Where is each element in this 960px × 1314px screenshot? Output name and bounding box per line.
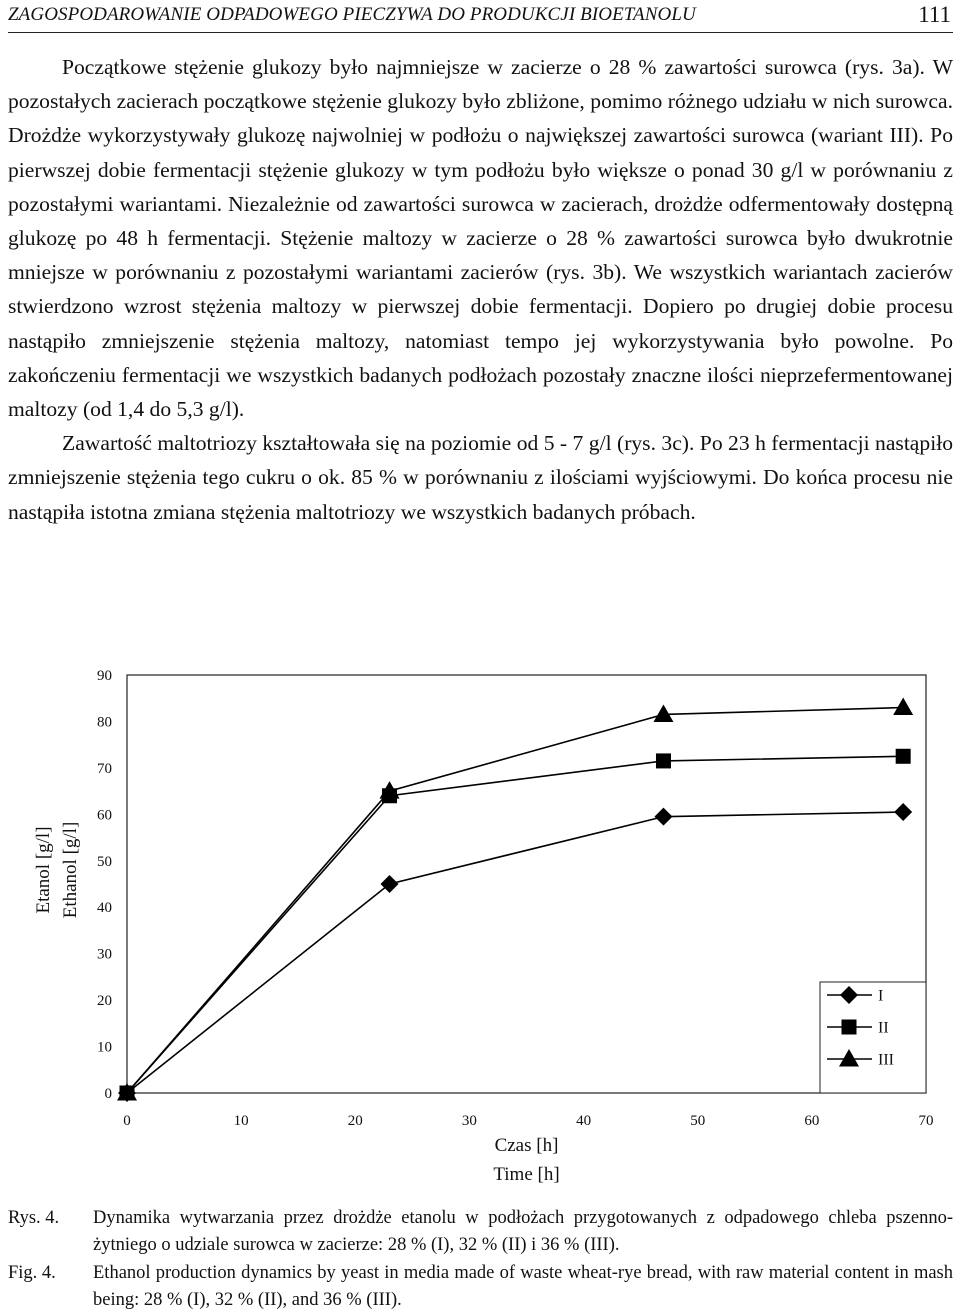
x-axis-label: Time [h] [493,1164,560,1185]
x-tick-label: 0 [123,1113,131,1129]
caption-pl-label: Rys. 4. [8,1208,60,1228]
y-axis-label: Ethanol [g/l] [60,821,81,919]
x-tick-label: 10 [233,1113,249,1129]
y-tick-label: 70 [97,760,112,777]
y-tick-label: 10 [97,1039,112,1056]
chart-svg [0,655,960,1195]
y-tick-label: 60 [97,807,112,824]
running-title: ZAGOSPODAROWANIE ODPADOWEGO PIECZYWA DO PRODUKCJI BIOETANOLU [8,4,696,25]
data-point-II [896,749,911,764]
y-tick-label: 30 [97,946,112,963]
legend-label: II [878,1019,889,1037]
page-number: 111 [918,2,951,27]
body-text [8,50,953,529]
running-header [8,2,953,33]
series-line-III [127,708,903,1093]
x-axis-label: Czas [h] [494,1135,559,1156]
paragraph: Początkowe stężenie glukozy było najmniejsze w zacierze o 28 % zawartości surowca (rys. 3a). W pozostałych zacierach początkowe stężenie glukozy było zbliżone, pomimo różnego udziału w nich surowca. Drożdże wykorzystywały glukozę najwolniej w podłożu o największej zawartości surowca (wariant III). Po pierwszej dobie fermentacji stężenie glukozy w tym podłożu było większe o ponad 30 g/l w porównaniu z pozostałymi wariantami. Niezależnie od zawartości surowca w zacierach, drożdże odfermentowały dostępną glukozę po 48 h fermentacji. Stężenie maltozy w zacierze o 28 % zawartości surowca było dwukrotnie mniejsze w porównaniu z pozostałymi wariantami zacierów (rys. 3b). We wszystkich wariantach zacierów stwierdzono wzrost stężenia maltozy w pierwszej dobie fermentacji. Dopiero po drugiej dobie procesu nastąpiło zmniejszenie stężenia maltozy, natomiast tempo jej wykorzystywania było powolne. Po zakończeniu fermentacji we wszystkich badanych podłożach pozostały znaczne ilości nieprzefermentowanej maltozy (od 1,4 do 5,3 g/l). [8,55,953,422]
x-tick-label: 70 [918,1113,934,1129]
caption-pl-text: Dynamika wytwarzania przez drożdże etanolu w podłożach przygotowanych z odpadowego chleba pszenno-żytniego o udziale surowca w zacierze: 28 % (I), 32 % (II) i 36 % (III). [93,1208,953,1255]
series-line-I [127,812,903,1093]
x-tick-label: 50 [690,1113,706,1129]
y-tick-label: 20 [97,993,112,1010]
y-tick-label: 0 [104,1086,112,1102]
data-point-III [653,704,673,722]
series-line-II [127,756,903,1093]
legend-box [820,982,926,1093]
ethanol-chart [0,655,960,1195]
x-tick-label: 40 [576,1113,592,1129]
x-tick-label: 30 [461,1113,477,1129]
caption-en-label: Fig. 4. [8,1263,56,1283]
x-tick-label: 60 [804,1113,820,1129]
paragraph: Zawartość maltotriozy kształtowała się na poziomie od 5 - 7 g/l (rys. 3c). Po 23 h fermentacji nastąpiło zmniejszenie stężenia tego cukru o ok. 85 % w porównaniu z ilościami wyjściowymi. Do końca procesu nie nastąpiła istotna zmiana stężenia maltotriozy we wszystkich badanych próbach. [8,431,953,524]
caption-en-text: Ethanol production dynamics by yeast in media made of waste wheat-rye bread, with raw material content in mash being: 28 % (I), 32 % (II), and 36 % (III). [93,1263,953,1310]
legend-label: I [878,987,884,1005]
legend-marker [842,1020,857,1035]
data-point-I [654,808,672,826]
data-point-II [656,753,671,768]
data-point-I [381,875,399,893]
y-axis-label: Etanol [g/l] [33,826,54,914]
y-tick-label: 40 [97,900,112,917]
x-tick-label: 20 [347,1113,363,1129]
y-tick-label: 80 [97,714,112,731]
data-point-III [893,698,913,716]
plot-frame [127,675,926,1093]
y-tick-label: 90 [97,668,112,684]
y-tick-label: 50 [97,853,112,870]
data-point-I [894,803,912,821]
legend-label: III [878,1051,894,1069]
